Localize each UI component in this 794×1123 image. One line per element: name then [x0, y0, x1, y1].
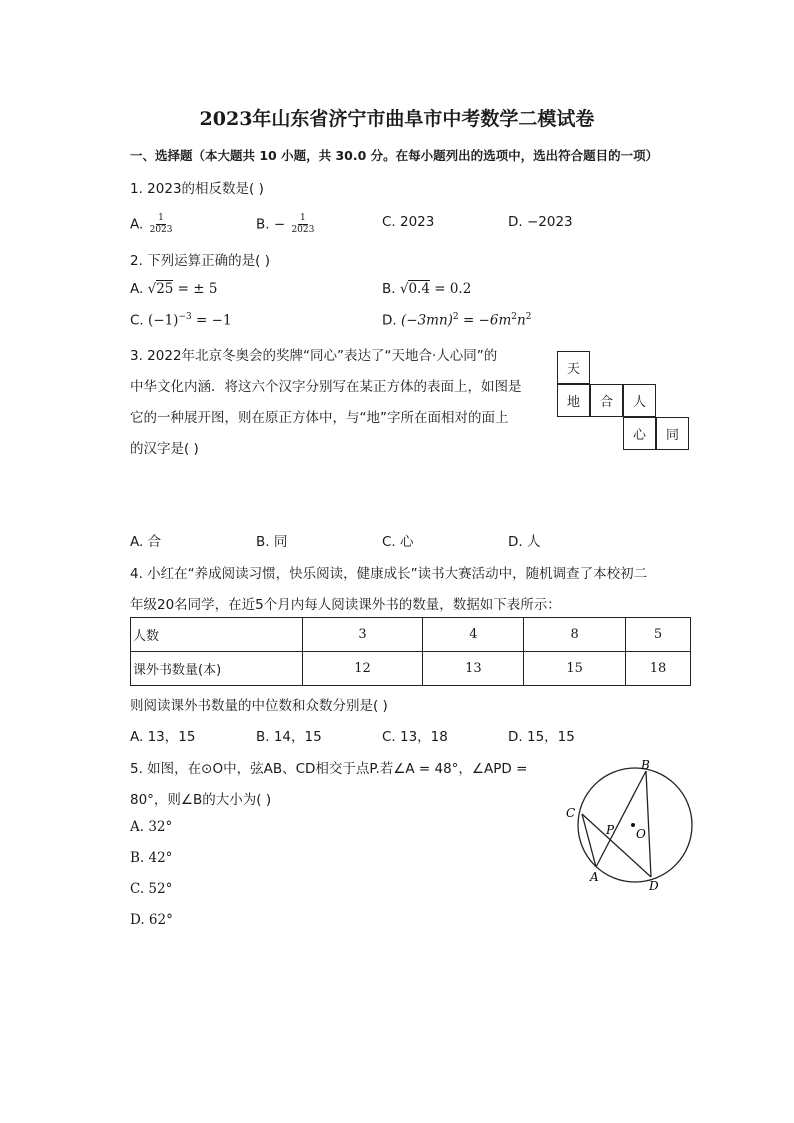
question-3-line-2: 中华文化内涵．将这六个汉字分别写在某正方体的表面上，如图是 [130, 379, 522, 395]
q2-c-label: C. [130, 312, 144, 329]
q1-b-numerator: 1 [300, 213, 306, 223]
q2-c-rest: = −1 [191, 312, 232, 329]
page-title: 2023年山东省济宁市曲阜市中考数学二模试卷 [199, 108, 595, 130]
q1-option-b [256, 213, 316, 236]
question-5-line-2: 80°，则∠B的大小为( ) [130, 792, 272, 808]
question-4-line-1: 4. 小红在“养成阅读习惯，快乐阅读，健康成长”读书大赛活动中，随机调查了本校初二 [130, 566, 648, 582]
cube-face-he: 合 [590, 384, 623, 417]
table-cell: 15 [524, 652, 626, 686]
q2-option-c [130, 312, 232, 329]
point-label-d: D [649, 879, 659, 893]
q1-a-fraction [148, 213, 175, 236]
point-label-a: A [590, 870, 599, 884]
q2-option-b [382, 281, 471, 297]
q5-option-a: A. 32° [130, 819, 173, 835]
q1-b-fraction [289, 213, 316, 236]
q2-d-base: (−3mn) [400, 312, 453, 329]
q1-option-a [130, 213, 175, 236]
q2-d-n: n [517, 312, 526, 329]
q2-a-label: A. [130, 281, 144, 297]
q2-d-exponent-3: 2 [525, 312, 532, 322]
question-3-line-3: 它的一种展开图，则在原正方体中，与“地”字所在面相对的面上 [130, 410, 509, 426]
q4-option-b: B. 14，15 [256, 729, 322, 745]
q2-a-radicand: 25 [156, 281, 174, 297]
question-2-stem: 2. 下列运算正确的是( ) [130, 253, 270, 269]
point-label-o: O [636, 827, 646, 841]
q1-a-denominator: 2023 [149, 225, 173, 235]
table-cell: 4 [423, 618, 524, 652]
cube-face-xin: 心 [623, 417, 656, 450]
table-row [131, 652, 691, 686]
q1-b-label: B. − [256, 216, 286, 233]
table-cell: 12 [302, 652, 423, 686]
q3-option-d: D. 人 [508, 534, 541, 550]
circle-geometry-figure [560, 755, 710, 900]
question-1-stem: 1. 2023的相反数是( ) [130, 181, 264, 197]
q2-a-rest: = ± 5 [173, 281, 218, 297]
question-5-line-1: 5. 如图，在⊙O中，弦AB、CD相交于点P.若∠A = 48°，∠APD = [130, 761, 528, 777]
reading-data-table [130, 617, 691, 686]
q3-option-b: B. 同 [256, 534, 288, 550]
q5-option-d: D. 62° [130, 912, 173, 928]
table-cell: 18 [626, 652, 691, 686]
q1-a-numerator: 1 [158, 213, 164, 223]
q5-option-c: C. 52° [130, 881, 173, 897]
question-3-line-1: 3. 2022年北京冬奥会的奖牌“同心”表达了“天地合·人心同”的 [130, 348, 498, 364]
q1-a-label: A. [130, 216, 144, 233]
question-4-line-2: 年级20名同学，在近5个月内每人阅读课外书的数量，数据如下表所示： [130, 597, 561, 613]
table-cell: 3 [302, 618, 423, 652]
sqrt-symbol-icon: √ [147, 281, 157, 297]
center-point [631, 823, 635, 827]
cube-face-tian: 天 [557, 351, 590, 384]
q2-c-base: (−1) [148, 312, 179, 329]
q4-option-c: C. 13，18 [382, 729, 448, 745]
q2-option-d [382, 312, 531, 329]
point-label-c: C [566, 806, 576, 820]
q2-d-exponent: 2 [452, 312, 459, 322]
table-cell: 5 [626, 618, 691, 652]
q2-d-exponent-2: 2 [511, 312, 517, 322]
table-cell: 8 [524, 618, 626, 652]
q3-option-c: C. 心 [382, 534, 414, 550]
point-label-b: B [641, 758, 650, 772]
question-3-line-4: 的汉字是( ) [130, 441, 199, 457]
point-label-p: P [606, 823, 615, 837]
chord-cd [582, 814, 651, 877]
table-row-header: 课外书数量(本) [131, 652, 303, 686]
q2-d-mid: = −6m [458, 312, 512, 329]
q3-option-a: A. 合 [130, 534, 162, 550]
q2-b-radicand: 0.4 [408, 281, 430, 297]
q1-option-c: C. 2023 [382, 214, 435, 230]
table-row-header: 人数 [131, 618, 303, 652]
q2-d-label: D. [382, 312, 397, 329]
chord-ab [596, 771, 646, 867]
q4-option-d: D. 15，15 [508, 729, 575, 745]
q2-c-exponent: −3 [178, 312, 192, 322]
cube-face-di: 地 [557, 384, 590, 417]
table-row [131, 618, 691, 652]
q2-option-a [130, 281, 217, 297]
q2-b-label: B. [382, 281, 396, 297]
segment-bd [646, 771, 651, 877]
q1-b-denominator: 2023 [291, 225, 315, 235]
q1-option-d: D. −2023 [508, 214, 573, 230]
q5-option-b: B. 42° [130, 850, 173, 866]
table-cell: 13 [423, 652, 524, 686]
cube-face-ren: 人 [623, 384, 656, 417]
q2-b-rest: = 0.2 [429, 281, 472, 297]
q4-option-a: A. 13，15 [130, 729, 196, 745]
sqrt-symbol-icon: √ [399, 281, 409, 297]
section-heading: 一、选择题（本大题共 10 小题，共 30.0 分。在每小题列出的选项中，选出符合题目的一项） [130, 148, 659, 163]
question-4-after-table: 则阅读课外书数量的中位数和众数分别是( ) [130, 698, 388, 714]
cube-face-tong: 同 [656, 417, 689, 450]
